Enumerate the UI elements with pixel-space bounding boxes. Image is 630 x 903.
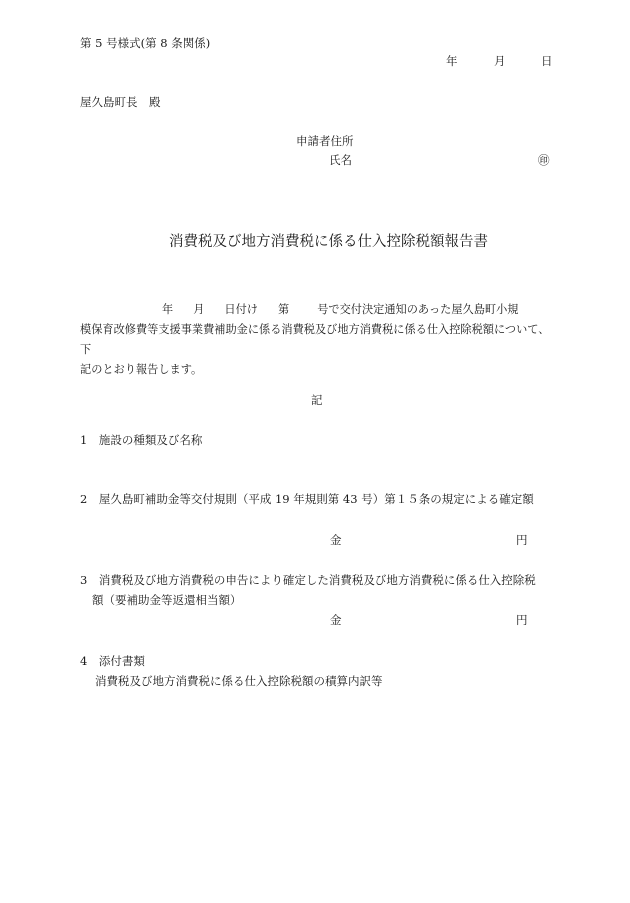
- addressee: 屋久島町長 殿: [80, 95, 161, 109]
- item-4-label: 4 添付書類: [80, 654, 145, 668]
- item-3-label: 3 消費税及び地方消費税の申告により確定した消費税及び地方消費税に係る仕入控除税: [80, 573, 536, 587]
- intro-year: 年: [162, 303, 174, 316]
- date-year: 年: [446, 54, 458, 68]
- item-1-label: 1 施設の種類及び名称: [80, 433, 203, 447]
- intro-month: 月: [193, 303, 205, 316]
- applicant-address-label: 申請者住所: [296, 134, 354, 148]
- intro-dated: 日付け: [224, 303, 258, 316]
- item-3-label-cont: 額（要補助金等返還相当額）: [92, 593, 242, 607]
- seal-mark: ㊞: [538, 153, 550, 167]
- intro-rest-line1: 号で交付決定通知のあった屋久島町小規: [317, 303, 519, 316]
- intro-line3: 記のとおり報告します。: [80, 363, 203, 376]
- item-2-kin: 金: [330, 533, 342, 547]
- item-2-label: 2 屋久島町補助金等交付規則（平成 19 年規則第 43 号）第１５条の規定による確定額: [80, 492, 534, 506]
- item-3-yen: 円: [516, 613, 528, 627]
- intro-line2: 模保育改修費等支援事業費補助金に係る消費税及び地方消費税に係る仕入控除税額について、下: [80, 323, 550, 356]
- document-title: 消費税及び地方消費税に係る仕入控除税額報告書: [169, 234, 488, 250]
- form-number: 第 5 号様式(第 8 条関係): [80, 36, 211, 50]
- applicant-name-label: 氏名: [329, 153, 352, 167]
- date-month: 月: [494, 54, 506, 68]
- date-day: 日: [541, 54, 553, 68]
- ki-heading: 記: [311, 393, 323, 407]
- item-2-yen: 円: [516, 533, 528, 547]
- item-3-kin: 金: [330, 613, 342, 627]
- intro-paragraph: [80, 300, 552, 380]
- intro-dai: 第: [277, 303, 290, 316]
- item-4-detail: 消費税及び地方消費税に係る仕入控除税額の積算内訳等: [95, 674, 383, 688]
